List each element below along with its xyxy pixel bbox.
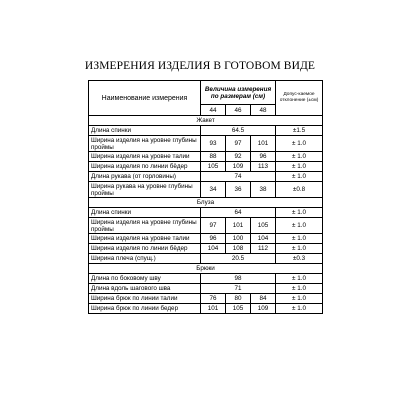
measurement-label: Ширина изделия по линии бёдер — [89, 244, 201, 254]
measurement-value: 100 — [226, 234, 251, 244]
measurement-value: 96 — [251, 152, 276, 162]
measurement-value: 93 — [201, 136, 226, 152]
table-row — [89, 162, 323, 172]
section-row — [89, 198, 323, 208]
measurement-value: 38 — [251, 182, 276, 198]
table-row — [89, 152, 323, 162]
table-row — [89, 126, 323, 136]
measurement-value: 105 — [226, 304, 251, 314]
measurements-table — [88, 80, 323, 314]
tolerance-value: ± 1.0 — [276, 294, 323, 304]
tolerance-value: ± 1.0 — [276, 244, 323, 254]
header-tolerance: Допус-каемое отклонение (±см) — [276, 81, 323, 116]
header-values: Величина измерения по размерам (см) — [201, 81, 276, 105]
section-title: Брюки — [89, 264, 323, 274]
measurement-value: 76 — [201, 294, 226, 304]
measurement-value: 105 — [201, 162, 226, 172]
measurement-label: Ширина изделия по линии бёдер — [89, 162, 201, 172]
header-name: Наименование измерения — [89, 81, 201, 116]
measurement-label: Ширина плеча (спущ.) — [89, 254, 201, 264]
measurement-value: 113 — [251, 162, 276, 172]
measurement-value: 84 — [251, 294, 276, 304]
table-row — [89, 254, 323, 264]
measurement-value: 97 — [201, 218, 226, 234]
measurement-value: 109 — [226, 162, 251, 172]
measurement-value: 88 — [201, 152, 226, 162]
table-body — [89, 116, 323, 314]
tolerance-value: ± 1.0 — [276, 218, 323, 234]
measurement-value: 20.5 — [201, 254, 276, 264]
measurement-label: Ширина изделия на уровне глубины проймы — [89, 218, 201, 234]
measurement-label: Ширина изделия на уровне талии — [89, 234, 201, 244]
measurement-value: 64.5 — [201, 126, 276, 136]
tolerance-value: ±0.8 — [276, 182, 323, 198]
measurement-label: Длина спинки — [89, 126, 201, 136]
tolerance-value: ±1.5 — [276, 126, 323, 136]
measurement-label: Ширина брюк по линии бедер — [89, 304, 201, 314]
measurement-label: Длина рукава (от горловины) — [89, 172, 201, 182]
table-row — [89, 294, 323, 304]
measurement-value: 36 — [226, 182, 251, 198]
header-size: 48 — [251, 105, 276, 116]
tolerance-value: ± 1.0 — [276, 172, 323, 182]
tolerance-value: ± 1.0 — [276, 152, 323, 162]
tolerance-value: ± 1.0 — [276, 208, 323, 218]
table-row — [89, 304, 323, 314]
measurement-value: 80 — [226, 294, 251, 304]
tolerance-value: ± 1.0 — [276, 304, 323, 314]
measurement-value: 112 — [251, 244, 276, 254]
tolerance-value: ± 1.0 — [276, 234, 323, 244]
measurement-value: 64 — [201, 208, 276, 218]
section-title: Жакет — [89, 116, 323, 126]
tolerance-value: ± 1.0 — [276, 136, 323, 152]
measurement-value: 101 — [201, 304, 226, 314]
measurement-value: 101 — [226, 218, 251, 234]
table-row — [89, 136, 323, 152]
tolerance-value: ± 1.0 — [276, 284, 323, 294]
measurement-value: 96 — [201, 234, 226, 244]
table-row — [89, 208, 323, 218]
measurement-label: Ширина изделия на уровне глубины проймы — [89, 136, 201, 152]
measurement-value: 98 — [201, 274, 276, 284]
tolerance-value: ± 1.0 — [276, 274, 323, 284]
document-title: ИЗМЕРЕНИЯ ИЗДЕЛИЯ В ГОТОВОМ ВИДЕ — [84, 60, 316, 72]
measurement-value: 74 — [201, 172, 276, 182]
measurement-label: Длина вдоль шагового шва — [89, 284, 201, 294]
measurement-value: 92 — [226, 152, 251, 162]
section-row — [89, 264, 323, 274]
measurement-value: 101 — [251, 136, 276, 152]
table-row — [89, 284, 323, 294]
table-row — [89, 274, 323, 284]
measurement-value: 105 — [251, 218, 276, 234]
tolerance-value: ± 1.0 — [276, 162, 323, 172]
table-row — [89, 218, 323, 234]
table-row — [89, 182, 323, 198]
table-row — [89, 172, 323, 182]
section-row — [89, 116, 323, 126]
measurement-value: 104 — [201, 244, 226, 254]
measurement-value: 104 — [251, 234, 276, 244]
measurement-value: 108 — [226, 244, 251, 254]
table-row — [89, 244, 323, 254]
tolerance-value: ±0.3 — [276, 254, 323, 264]
measurement-label: Ширина изделия на уровне талии — [89, 152, 201, 162]
measurement-label: Ширина брюк по линии талии — [89, 294, 201, 304]
measurement-label: Длина спинки — [89, 208, 201, 218]
header-size: 46 — [226, 105, 251, 116]
measurement-label: Длина по боковому шву — [89, 274, 201, 284]
measurement-value: 109 — [251, 304, 276, 314]
section-title: Блуза — [89, 198, 323, 208]
measurement-value: 71 — [201, 284, 276, 294]
header-size: 44 — [201, 105, 226, 116]
measurement-label: Ширина рукава на уровне глубины проймы — [89, 182, 201, 198]
measurement-value: 34 — [201, 182, 226, 198]
table-row — [89, 234, 323, 244]
measurement-value: 97 — [226, 136, 251, 152]
